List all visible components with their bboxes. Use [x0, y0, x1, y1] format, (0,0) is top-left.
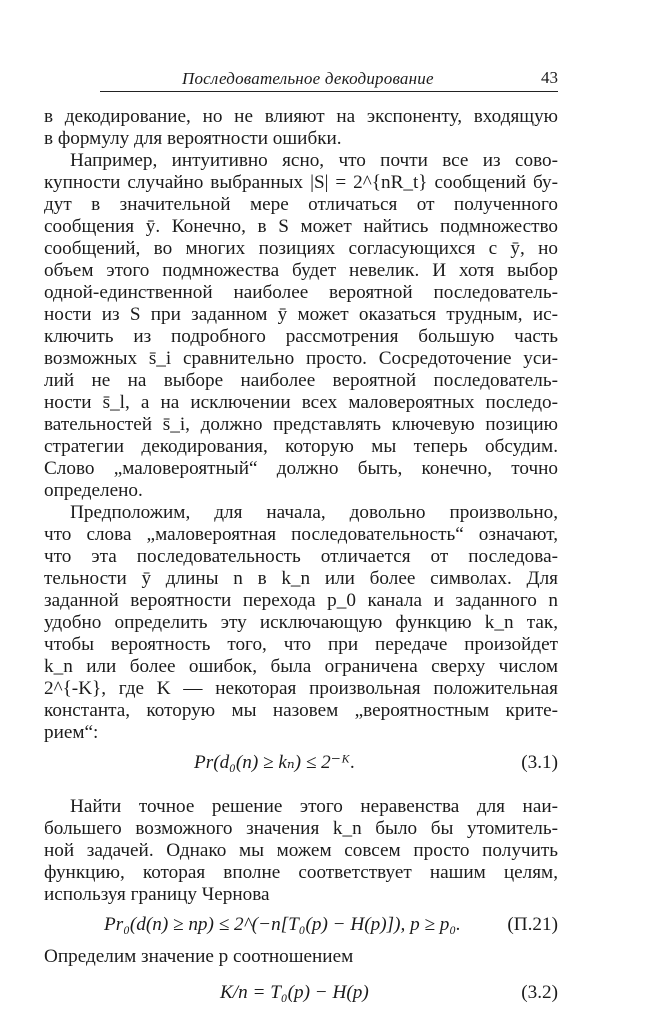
- text-line: Определим значение p соотношением: [44, 946, 354, 967]
- text-line: ключить из подробного рассмотрения большую часть: [44, 326, 558, 347]
- text-line: k_n или более ошибок, была ограничена сверху числом: [44, 656, 558, 677]
- text-line: в декодирование, но не влияют на экспоненту, входящую: [44, 106, 558, 127]
- text-line: заданной вероятности перехода p_0 канала и заданного n: [44, 590, 558, 611]
- text-line: вательностей s̄_i, должно представлять ключевую позицию: [44, 414, 558, 435]
- text-line: лий не на выборе наиболее вероятной последователь-: [44, 370, 558, 391]
- text-line: сообщений, во многих позициях согласующихся с ȳ, но: [44, 238, 558, 259]
- text-line: стратегии декодирования, которую мы теперь обсудим.: [44, 436, 558, 457]
- equation-number: (П.21): [507, 914, 558, 935]
- text-line: сообщения ȳ. Конечно, в S может найтись подмножество: [44, 216, 558, 237]
- text-line: Предположим, для начала, довольно произвольно,: [70, 502, 558, 523]
- text-line: используя границу Чернова: [44, 884, 270, 905]
- text-line: Например, интуитивно ясно, что почти все из сово-: [70, 150, 558, 171]
- text-line: ности из S при заданном ȳ может оказаться трудным, ис-: [44, 304, 558, 325]
- equation-3-2: [44, 968, 558, 1022]
- text-line: Найти точное решение этого неравенства для наи-: [70, 796, 558, 817]
- equation-number: (3.1): [521, 752, 558, 773]
- equation-expression: Pr(d₀(n) ≥ kₙ) ≤ 2⁻ᴷ.: [194, 752, 356, 773]
- paragraph-3: [44, 502, 558, 744]
- text-line: константа, которую мы назовем „вероятностным крите-: [44, 700, 558, 721]
- text-line: одной-единственной наиболее вероятной последователь-: [44, 282, 558, 303]
- text-line: большего возможного значения k_n было бы утомитель-: [44, 818, 558, 839]
- equation-expression: Pr₀(d(n) ≥ np) ≤ 2^(−n[T₀(p) − H(p)]), p ≥ p₀.: [104, 914, 461, 935]
- text-line: возможных s̄_i сравнительно просто. Сосредоточение уси-: [44, 348, 558, 369]
- page-number: 43: [541, 68, 558, 87]
- paragraph-2: [44, 150, 558, 502]
- text-line: удобно определить эту исключающую функцию k_n так,: [44, 612, 558, 633]
- text-line: объем этого подмножества будет невелик. И хотя выбор: [44, 260, 558, 281]
- equation-3-1: [44, 744, 558, 784]
- paragraph-1: [44, 106, 558, 150]
- running-title: Последовательное декодирование: [182, 69, 434, 88]
- text-line: что слова „маловероятная последовательность“ означают,: [44, 524, 558, 545]
- text-line: ности s̄_l, а на исключении всех маловероятных последо-: [44, 392, 558, 413]
- text-line: определено.: [44, 480, 143, 501]
- text-line: дут в значительной мере отличаться от полученного: [44, 194, 558, 215]
- text-line: в формулу для вероятности ошибки.: [44, 128, 342, 149]
- page-body: [44, 106, 558, 1022]
- text-line: чтобы вероятность того, что при передаче произойдет: [44, 634, 558, 655]
- text-line: что эта последовательность отличается от последова-: [44, 546, 558, 567]
- text-line: рием“:: [44, 722, 99, 743]
- text-line: 2^{-K}, где K — некоторая произвольная положительная: [44, 678, 558, 699]
- equation-number: (3.2): [521, 982, 558, 1003]
- spacer: [44, 784, 558, 796]
- equation-p-21: [44, 906, 558, 946]
- text-line: функцию, которая вполне соответствует нашим целям,: [44, 862, 558, 883]
- paragraph-4: [44, 796, 558, 906]
- text-line: тельности ȳ длины n в k_n или более символах. Для: [44, 568, 558, 589]
- equation-expression: K/n = T₀(p) − H(p): [220, 982, 369, 1003]
- running-header: [100, 66, 558, 92]
- text-line: ной задачей. Однако мы можем совсем просто получить: [44, 840, 558, 861]
- text-line: купности случайно выбранных |S| = 2^{nR_t} сообщений бу-: [44, 172, 558, 193]
- paragraph-5: [44, 946, 558, 968]
- header-rule: [100, 91, 558, 92]
- text-line: Слово „маловероятный“ должно быть, конечно, точно: [44, 458, 558, 479]
